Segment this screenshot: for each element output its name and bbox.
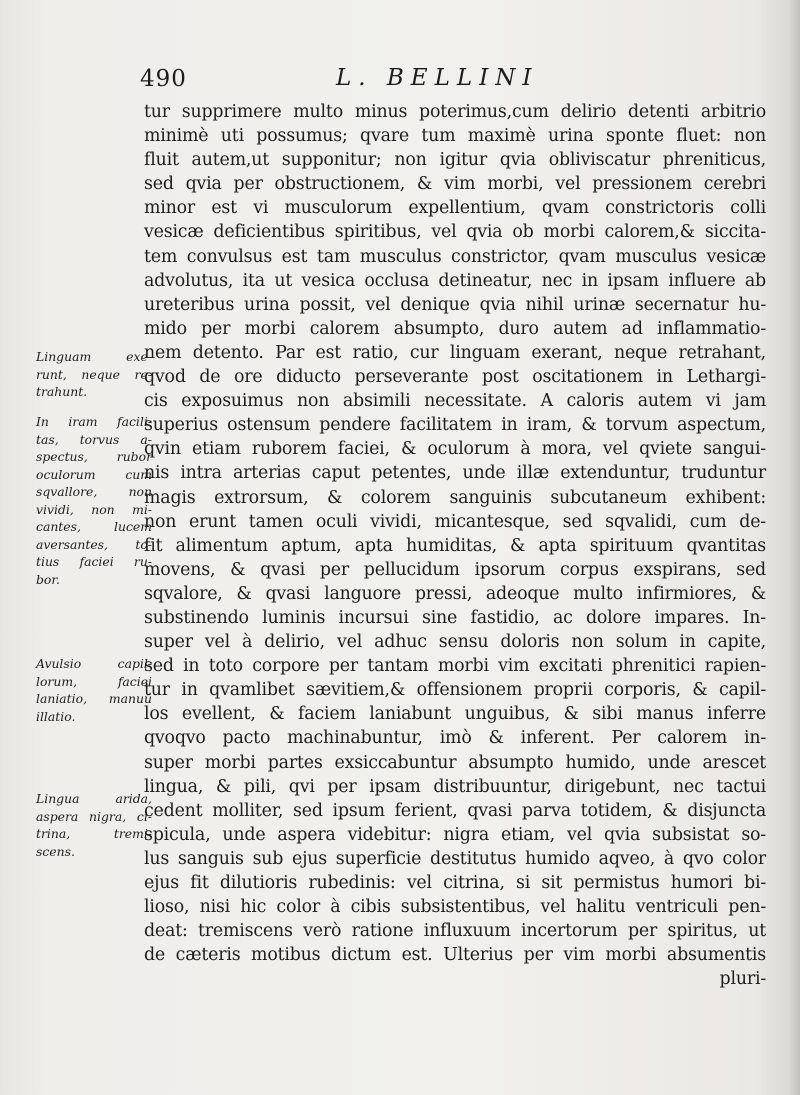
- text-line: minor est vi musculorum expellentium, qvam constrictoris colli: [144, 198, 766, 219]
- page-edge-shadow: [788, 0, 800, 1095]
- margin-line: aversantes, to-: [36, 536, 152, 552]
- text-line: lingua, & pili, qvi per ipsam distribuuntur, dirigebunt, nec tactui: [144, 776, 766, 797]
- text-line: advolutus, ita ut vesica occlusa detineatur, nec in ipsam influere ab: [144, 270, 766, 291]
- text-line: sed qvia per obstructionem, & vim morbi, vel pressionem cerebri: [144, 174, 766, 195]
- margin-line: Avulsio capil-: [36, 656, 152, 671]
- text-line: tem convulsus est tam musculus constrictor, qvam musculus vesicæ: [144, 246, 766, 267]
- catchword: pluri-: [719, 969, 766, 990]
- margin-line: lorum, faciei: [36, 673, 152, 689]
- text-line: cis exposuimus non absimili necessitate. A caloris autem vi jam: [144, 391, 766, 412]
- margin-line: scens.: [36, 843, 75, 859]
- text-line: cedent molliter, sed ipsum ferient, qvasi parva totidem, & disjuncta: [144, 800, 766, 821]
- text-line: nem detento. Par est ratio, cur linguam exerant, neque retrahant,: [144, 342, 766, 363]
- margin-line: trina, tremi-: [36, 826, 152, 841]
- text-line: los evellent, & faciem laniabunt unguibus, & sibi manus inferre: [144, 704, 766, 725]
- margin-note-anger: [36, 413, 152, 588]
- margin-line: oculorum cum: [36, 466, 152, 482]
- margin-line: Linguam exe-: [36, 349, 152, 364]
- margin-note-tongue: [36, 348, 152, 401]
- margin-note-dry-tongue: [36, 790, 152, 860]
- text-line: magis extrorsum, & colorem sanguinis subcutaneum exhibent:: [144, 487, 766, 508]
- text-line: qvoqvo pacto machinabuntur, imò & inferent. Per calorem in-: [144, 728, 766, 749]
- text-line: qvod de ore diducto perseverante post oscitationem in Lethargi-: [144, 367, 766, 388]
- margin-line: runt, neque re-: [36, 366, 152, 382]
- margin-line: tius faciei ru-: [36, 554, 152, 569]
- text-line: super vel à delirio, vel adhuc sensu doloris non solum in capite,: [144, 632, 766, 653]
- text-line: tur supprimere multo minus poterimus,cum delirio detenti arbitrio: [144, 102, 766, 122]
- text-line: spicula, unde aspera videbitur: nigra etiam, vel qvia subsistat so-: [144, 824, 766, 845]
- text-line: ejus fit dilutioris rubedinis: vel citrina, si sit permistus humori bi-: [144, 873, 766, 893]
- page-header: [140, 66, 680, 96]
- text-line: nis intra arterias caput petentes, unde illæ extenduntur, truduntur: [144, 463, 766, 484]
- margin-line: cantes, lucem: [36, 519, 152, 534]
- margin-line: vividi, non mi-: [36, 501, 152, 517]
- margin-line: laniatio, manuū: [36, 691, 152, 706]
- main-text-block: [144, 100, 766, 991]
- text-line: movens, & qvasi per pellucidum ipsorum corpus exspirans, sed: [144, 559, 766, 580]
- text-line: lus sanguis sub ejus superficie destitutus humido aqveo, à qvo color: [144, 848, 766, 869]
- margin-line: In iram facili-: [36, 414, 152, 429]
- text-line: ureteribus urina possit, vel denique qvia nihil urinæ secernatur hu-: [144, 294, 766, 315]
- text-line: vesicæ deficientibus spiritibus, vel qvia ob morbi calorem,& siccita-: [144, 222, 766, 243]
- text-line: deat: tremiscens verò ratione influxuum incertorum per spiritus, ut: [144, 921, 766, 942]
- margin-note-hair: [36, 655, 152, 725]
- text-line: qvin etiam ruborem faciei, & oculorum à mora, vel qviete sangui-: [144, 439, 766, 460]
- text-line: mido per morbi calorem absumpto, duro autem ad inflammatio-: [144, 318, 766, 339]
- text-line: de cæteris motibus dictum est. Ulterius per vim morbi absumentis: [144, 945, 766, 966]
- margin-line: illatio.: [36, 708, 76, 724]
- text-line: super morbi partes exsiccabuntur absumpto humido, unde arescet: [144, 752, 766, 773]
- margin-line: Lingua arida,: [36, 791, 152, 806]
- text-line: substinendo luminis incursui sine fastidio, ac dolore impares. In-: [144, 607, 766, 628]
- text-line: fit alimentum aptum, apta humiditas, & apta spirituum qvantitas: [144, 535, 766, 556]
- margin-line: bor.: [36, 571, 60, 587]
- text-line: sqvalore, & qvasi languore pressi, adeoque multo infirmiores, &: [144, 583, 766, 604]
- margin-line: trahunt.: [36, 384, 88, 399]
- text-line: tur in qvamlibet sævitiem,& offensionem proprii corporis, & capil-: [144, 680, 766, 701]
- text-line: minimè uti possumus; qvare tum maximè urina sponte fluet: non: [144, 126, 766, 147]
- page-number: 490: [140, 66, 187, 92]
- margin-line: sqvallore, non: [36, 484, 152, 499]
- margin-line: spectus, rubor: [36, 449, 152, 464]
- text-line: non erunt tamen oculi vividi, micantesque, sed sqvalidi, cum de-: [144, 511, 766, 532]
- text-line: lioso, nisi hic color à cibis subsistentibus, vel halitu ventriculi pen-: [144, 897, 766, 918]
- text-line: fluit autem,ut supponitur; non igitur qvia obliviscatur phreniticus,: [144, 150, 766, 171]
- text-line: superius ostensum pendere facilitatem in iram, & torvum aspectum,: [144, 415, 766, 436]
- margin-line: tas, torvus a-: [36, 431, 152, 447]
- text-line: sed in toto corpore per tantam morbi vim excitati phrenitici rapien-: [144, 656, 766, 677]
- running-head: L. BELLINI: [336, 65, 539, 91]
- margin-line: aspera nigra, ci-: [36, 808, 152, 824]
